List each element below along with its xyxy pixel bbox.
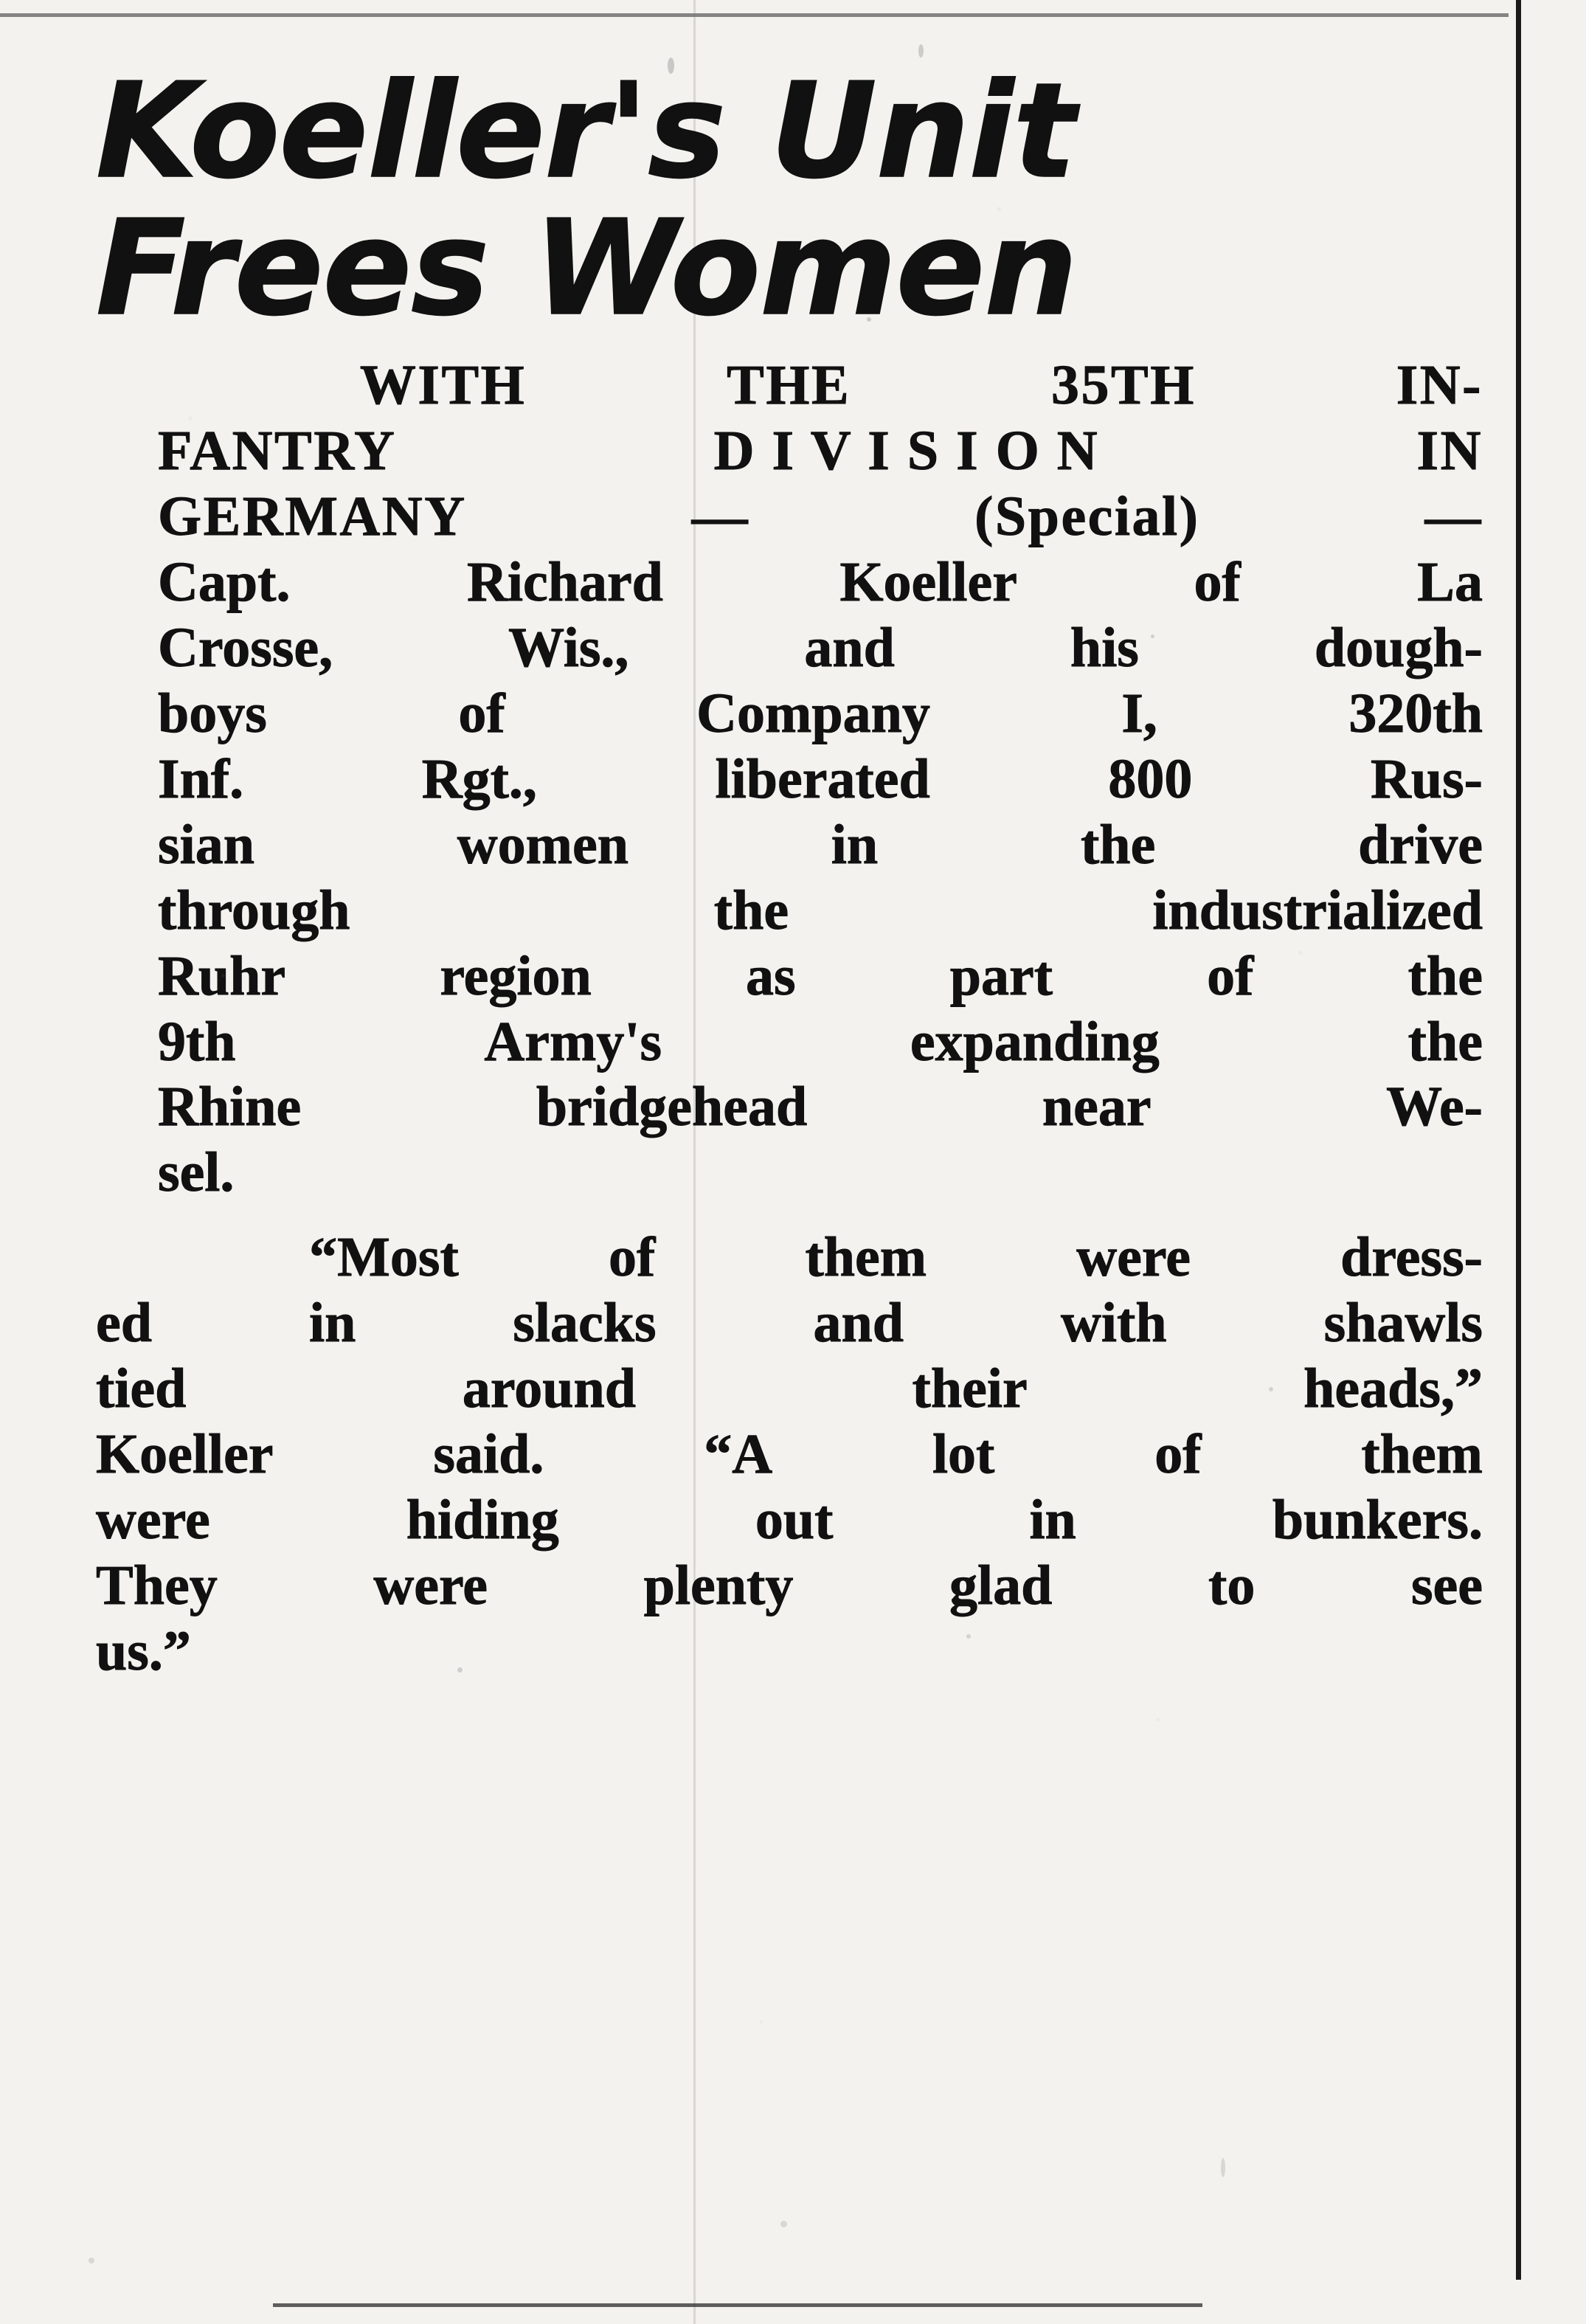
- word: IN-: [1396, 354, 1483, 417]
- word: We-: [1386, 1076, 1483, 1138]
- body-line: [96, 484, 1483, 550]
- word: of: [1207, 944, 1254, 1007]
- word: out: [755, 1488, 834, 1551]
- word: “A: [704, 1422, 773, 1485]
- word: Koeller: [839, 551, 1017, 614]
- word: the: [1081, 813, 1156, 876]
- word: Wis.,: [508, 617, 629, 679]
- bottom-edge-rule: [273, 2303, 1202, 2307]
- word: of: [1154, 1422, 1202, 1485]
- word: region: [440, 944, 592, 1007]
- body-line: [96, 878, 1483, 944]
- word: Army's: [484, 1010, 662, 1073]
- word: his: [1070, 617, 1139, 679]
- body-line: [96, 1140, 1483, 1206]
- quote-paragraph: [96, 1225, 1483, 1684]
- word: expanding: [910, 1010, 1160, 1073]
- body-line: [96, 615, 1483, 681]
- word: 9th: [158, 1010, 236, 1073]
- body-line: [96, 1422, 1483, 1487]
- word: slacks: [513, 1292, 657, 1355]
- word: us.”: [96, 1619, 191, 1682]
- word: lot: [932, 1422, 995, 1485]
- word: —: [691, 485, 750, 548]
- body-line: [96, 353, 1483, 418]
- word: Ruhr: [158, 944, 286, 1007]
- word: bunkers.: [1272, 1488, 1483, 1551]
- word: were: [1076, 1226, 1191, 1289]
- word: Rgt.,: [421, 747, 537, 810]
- word: sian: [158, 813, 254, 876]
- body-line: [96, 1290, 1483, 1356]
- word: and: [804, 617, 895, 679]
- word: the: [1407, 944, 1483, 1007]
- word: —: [1424, 485, 1483, 548]
- article-body: [96, 353, 1483, 1684]
- body-line: [96, 812, 1483, 878]
- word: in: [308, 1292, 356, 1355]
- word: dress-: [1340, 1226, 1483, 1289]
- word: liberated: [715, 747, 930, 810]
- word: in: [831, 813, 879, 876]
- body-line: [96, 681, 1483, 747]
- column-divider-rule: [1516, 0, 1521, 2280]
- word: of: [458, 682, 505, 744]
- word: their: [912, 1358, 1028, 1420]
- word: see: [1410, 1554, 1483, 1616]
- word: Rhine: [158, 1076, 302, 1138]
- word: plenty: [643, 1554, 794, 1616]
- word: and: [813, 1292, 904, 1355]
- word: boys: [158, 682, 267, 744]
- word: glad: [949, 1554, 1053, 1616]
- word: said.: [433, 1422, 544, 1485]
- body-line: [96, 1619, 1483, 1684]
- word: were: [96, 1488, 210, 1551]
- word: Capt.: [158, 551, 291, 614]
- word: ed: [96, 1292, 152, 1355]
- word: FANTRY: [158, 420, 397, 483]
- word: were: [373, 1554, 488, 1616]
- paragraph-indent: [96, 353, 159, 418]
- word: women: [457, 813, 628, 876]
- word: (Special): [974, 485, 1200, 548]
- word: them: [1361, 1422, 1483, 1485]
- word: 35TH: [1051, 354, 1196, 417]
- body-line: [96, 747, 1483, 812]
- top-edge-rule: [0, 13, 1509, 17]
- word: La: [1417, 551, 1483, 614]
- word: Rus-: [1370, 747, 1483, 810]
- headline-line-1: Koeller's Unit: [96, 55, 1076, 207]
- article-content: [96, 55, 1483, 1687]
- word: the: [713, 879, 789, 941]
- word: sel.: [158, 1141, 235, 1204]
- word: dough-: [1314, 617, 1483, 679]
- word: to: [1208, 1554, 1256, 1616]
- word: them: [805, 1226, 927, 1289]
- body-line: [96, 418, 1483, 484]
- word: 320th: [1348, 682, 1483, 744]
- word: tied: [96, 1358, 187, 1420]
- body-line: [96, 1074, 1483, 1140]
- body-line: [96, 944, 1483, 1009]
- word: “Most: [309, 1226, 459, 1289]
- word: WITH: [359, 354, 527, 417]
- word: Crosse,: [158, 617, 333, 679]
- dateline-paragraph: [96, 353, 1483, 1206]
- word: 800: [1108, 747, 1193, 810]
- body-line: [96, 1487, 1483, 1553]
- word: THE: [727, 354, 851, 417]
- word: D I V I S I O N: [713, 420, 1100, 483]
- word: I,: [1121, 682, 1157, 744]
- word: as: [745, 944, 796, 1007]
- word: part: [949, 944, 1053, 1007]
- word: GERMANY: [158, 485, 467, 548]
- word: through: [158, 879, 350, 941]
- word: heads,”: [1303, 1358, 1483, 1420]
- word: They: [96, 1554, 218, 1616]
- word: with: [1061, 1292, 1167, 1355]
- body-line: [96, 1225, 1483, 1290]
- word: shawls: [1323, 1292, 1483, 1355]
- word: bridgehead: [536, 1076, 808, 1138]
- word: industrialized: [1152, 879, 1483, 941]
- word: Koeller: [96, 1422, 274, 1485]
- body-line: [96, 1356, 1483, 1422]
- word: Richard: [466, 551, 663, 614]
- word: around: [462, 1358, 637, 1420]
- word: IN: [1416, 420, 1483, 483]
- word: of: [608, 1226, 656, 1289]
- article-headline: [96, 55, 1483, 345]
- word: hiding: [406, 1488, 559, 1551]
- body-line: [96, 1553, 1483, 1619]
- word: Company: [696, 682, 930, 744]
- headline-line-2: Frees Women: [96, 192, 1077, 345]
- word: of: [1194, 551, 1241, 614]
- body-line: [96, 1009, 1483, 1075]
- word: drive: [1358, 813, 1483, 876]
- body-line: [96, 550, 1483, 615]
- word: Inf.: [158, 747, 244, 810]
- word: in: [1029, 1488, 1076, 1551]
- word: near: [1042, 1076, 1152, 1138]
- paragraph-indent: [96, 1225, 159, 1290]
- word: the: [1407, 1010, 1483, 1073]
